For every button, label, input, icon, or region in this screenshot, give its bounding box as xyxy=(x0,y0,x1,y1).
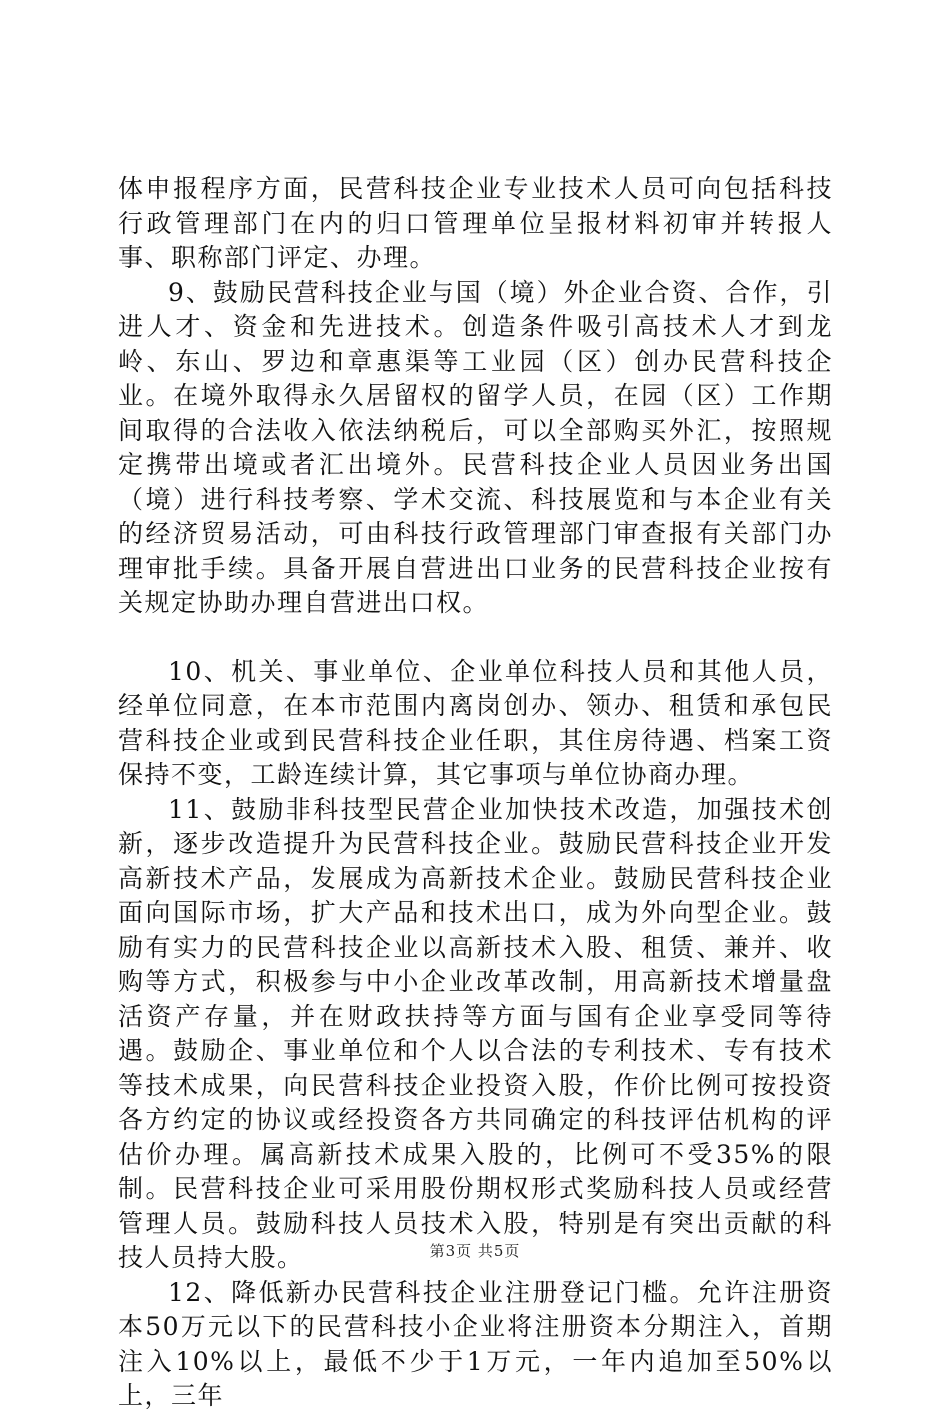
paragraph-item-11: 11、鼓励非科技型民营企业加快技术改造，加强技术创新，逐步改造提升为民营科技企业。鼓励民营科技企业开发高新技术产品，发展成为高新技术企业。鼓励民营科技企业面向国际市场，扩大产品和技术出口，成为外向型企业。鼓励有实力的民营科技企业以高新技术入股、租赁、兼并、收购等方式，积极参与中小企业改革改制，用高新技术增量盘活资产存量，并在财政扶持等方面与国有企业享受同等待遇。鼓励企、事业单位和个人以合法的专利技术、专有技术等技术成果，向民营科技企业投资入股，作价比例可按投资各方约定的协议或经投资各方共同确定的科技评估机构的评估价办理。属高新技术成果入股的，比例可不受35%的限制。民营科技企业可采用股份期权形式奖励科技人员或经营管理人员。鼓励科技人员技术入股，特别是有突出贡献的科技人员持大股。 xyxy=(118,794,833,1272)
document-body xyxy=(118,172,833,1414)
paragraph-item-12: 12、降低新办民营科技企业注册登记门槛。允许注册资本50万元以下的民营科技小企业将注册资本分期注入，首期注入10%以上，最低不少于1万元，一年内追加至50%以上，三年 xyxy=(118,1277,833,1410)
paragraph-item-9: 9、鼓励民营科技企业与国（境）外企业合资、合作，引进人才、资金和先进技术。创造条件吸引高技术人才到龙岭、东山、罗边和章惠渠等工业园（区）创办民营科技企业。在境外取得永久居留权的留学人员，在园（区）工作期间取得的合法收入依法纳税后，可以全部购买外汇，按照规定携带出境或者汇出境外。民营科技企业人员因业务出国（境）进行科技考察、学术交流、科技展览和与本企业有关的经济贸易活动，可由科技行政管理部门审查报有关部门办理审批手续。具备开展自营进出口业务的民营科技企业按有关规定协助办理自营进出口权。 xyxy=(118,277,833,617)
page-number-footer: 第3页 共5页 xyxy=(429,1242,521,1260)
paragraph-item-10: 10、机关、事业单位、企业单位科技人员和其他人员，经单位同意，在本市范围内离岗创办、领办、租赁和承包民营科技企业或到民营科技企业任职，其住房待遇、档案工资保持不变，工龄连续计算，其它事项与单位协商办理。 xyxy=(118,656,833,789)
paragraph-continuation: 体申报程序方面，民营科技企业专业技术人员可向包括科技行政管理部门在内的归口管理单位呈报材料初审并转报人事、职称部门评定、办理。 xyxy=(118,174,833,272)
